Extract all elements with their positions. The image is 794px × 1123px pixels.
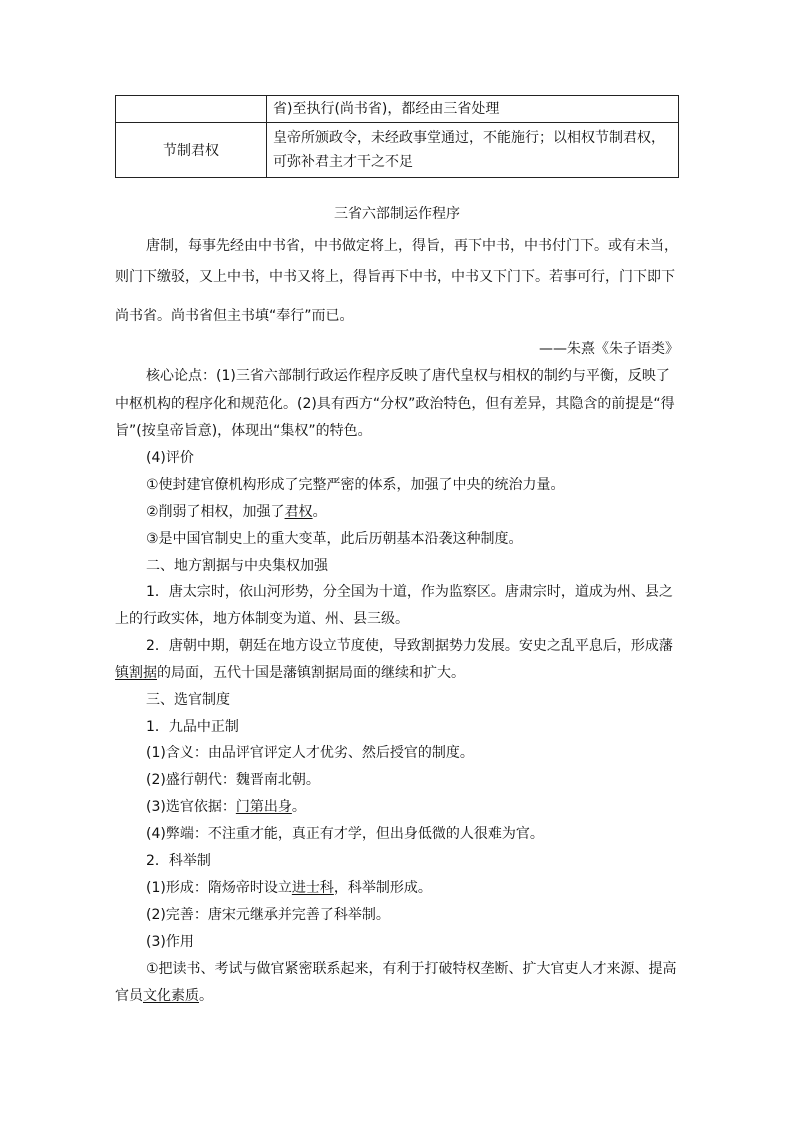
subsection-heading: 1．九品中正制 [146,719,239,735]
list-item: (2)完善：唐宋元继承并完善了科举制。 [146,907,390,923]
paragraph-line: 镇割据的局面，五代十国是藩镇割据局面的继续和扩大。 [115,665,465,681]
core-argument-line: 旨”(按皇帝旨意)，体现出“集权”的特色。 [115,423,372,439]
table-content-cell [267,96,679,123]
table-content-cell [267,123,679,178]
quote-line: 则门下缴驳，又上中书，中书又将上，得旨再下中书，中书又下门下。若事可行，门下即下 [115,269,675,285]
table-row [116,123,679,178]
quote-line: 尚书省。尚书省但主书填“奉行”而已。 [115,308,354,324]
list-item: (2)盛行朝代：魏晋南北朝。 [146,772,320,788]
paragraph-line: ①把读书、考试与做官紧密联系起来，有利于打破特权垄断、扩大官吏人才来源、提高 [146,961,677,977]
list-item: (4)弊端：不注重才能，真正有才学，但出身低微的人很难为官。 [146,826,544,842]
subsection-heading: 2．科举制 [146,853,211,869]
evaluation-item: ①使封建官僚机构形成了完整严密的体系，加强了中央的统治力量。 [146,477,565,493]
evaluation-item: ③是中国官制史上的重大变革，此后历朝基本沿袭这种制度。 [146,531,523,547]
evaluation-item: ②削弱了相权，加强了君权。 [146,504,327,520]
paragraph-line: 1．唐太宗时，依山河形势，分全国为十道，作为监察区。唐肃宗时，道成为州、县之 [146,584,673,600]
core-argument-line: 核心论点：(1)三省六部制行政运作程序反映了唐代皇权与相权的制约与平衡，反映了 [146,368,670,384]
table-label-cell: 节制君权 [116,123,267,178]
underlined-term: 镇割据 [115,665,157,681]
quote-source: ——朱熹《朱子语类》 [539,341,679,357]
list-item: (3)作用 [146,934,194,950]
list-item: (1)形成：隋炀帝时设立进士科，科举制形成。 [146,880,432,896]
underlined-term: 君权 [284,504,313,520]
paragraph-line: 官员文化素质。 [115,988,213,1004]
section-heading: 二、地方割据与中央集权加强 [146,558,328,574]
paragraph-line: 2．唐朝中期，朝廷在地方设立节度使，导致割据势力发展。安史之乱平息后，形成藩 [146,638,673,654]
section-heading: 三、选官制度 [146,692,230,708]
evaluation-heading: (4)评价 [146,450,194,466]
table-content-line: 省)至执行(尚书省)，都经由三省处理 [273,101,500,117]
underlined-term: 文化素质 [143,988,199,1004]
underlined-term: 门第出身 [235,799,292,815]
quote-line: 唐制，每事先经由中书省，中书做定将上，得旨，再下中书，中书付门下。或有未当， [146,238,678,254]
summary-table [115,95,679,178]
table-label-cell [116,96,267,123]
table-content-line: 可弥补君主才干之不足 [273,154,413,170]
quote-title: 三省六部制运作程序 [334,206,460,222]
core-argument-line: 中枢机构的程序化和规范化。(2)具有西方“分权”政治特色，但有差异，其隐含的前提是“得 [115,396,675,412]
table-row [116,96,679,123]
paragraph-line: 上的行政实体，地方体制变为道、州、县三级。 [115,611,409,627]
list-item: (1)含义：由品评官评定人才优劣、然后授官的制度。 [146,745,474,761]
underlined-term: 进士科 [291,880,334,896]
list-item: (3)选官依据：门第出身。 [146,799,306,815]
table-content-line: 皇帝所颁政令，未经政事堂通过，不能施行；以相权节制君权， [273,130,665,146]
